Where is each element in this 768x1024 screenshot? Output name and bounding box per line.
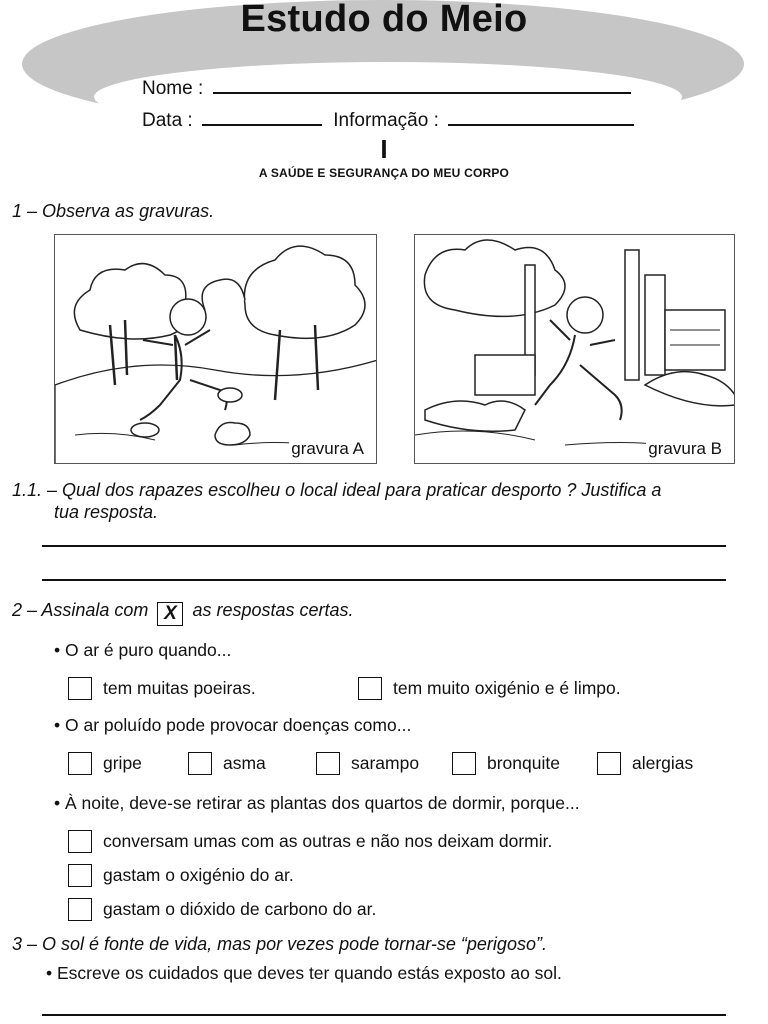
answer-line[interactable] (42, 1014, 726, 1016)
option-bronquite[interactable] (452, 752, 560, 775)
checkbox[interactable] (68, 677, 92, 700)
option-label: bronquite (487, 753, 560, 773)
x-mark-box: X (157, 602, 183, 626)
section-subtitle: A SAÚDE E SEGURANÇA DO MEU CORPO (258, 166, 510, 180)
option-dusty[interactable] (68, 677, 256, 700)
checkbox[interactable] (358, 677, 382, 700)
name-row (142, 74, 631, 100)
info-label: Informação : (333, 110, 439, 131)
checkbox[interactable] (597, 752, 621, 775)
question-1-1-prompt-continued: tua resposta. (54, 502, 159, 522)
question-2-prompt-start: 2 – Assinala com (12, 600, 149, 620)
name-field[interactable] (213, 74, 631, 94)
option-label: conversam umas com as outras e não nos deixam dormir. (103, 831, 553, 851)
bullet-sun-care: • Escreve os cuidados que deves ter quando estás exposto ao sol. (46, 963, 562, 983)
info-field[interactable] (448, 106, 634, 126)
checkbox[interactable] (188, 752, 212, 775)
name-label: Nome : (142, 78, 204, 99)
option-label: gastam o oxigénio do ar. (103, 865, 294, 885)
section-number: I (380, 134, 388, 164)
checkbox[interactable] (68, 898, 92, 921)
option-label: alergias (632, 753, 694, 773)
picture-b-label: gravura B (648, 439, 722, 458)
question-3-prompt: 3 – O sol é fonte de vida, mas por vezes pode tornar-se “perigoso”. (12, 934, 547, 954)
question-1-prompt: 1 – Observa as gravuras. (12, 201, 215, 221)
question-1-1-prompt: 1.1. – Qual dos rapazes escolheu o local ideal para praticar desporto ? Justifica a (12, 480, 662, 500)
checkbox[interactable] (68, 864, 92, 887)
answer-line[interactable] (42, 579, 726, 581)
option-label: gastam o dióxido de carbono do ar. (103, 899, 377, 919)
bullet-pure-air: • O ar é puro quando... (54, 640, 232, 660)
option-label: tem muito oxigénio e é limpo. (393, 678, 621, 698)
date-label: Data : (142, 110, 193, 131)
date-info-row (142, 106, 634, 132)
checkbox[interactable] (452, 752, 476, 775)
option-oxygen[interactable] (68, 864, 294, 887)
option-sarampo[interactable] (316, 752, 419, 775)
checkbox[interactable] (68, 752, 92, 775)
question-2-prompt-end: as respostas certas. (192, 600, 354, 620)
option-asma[interactable] (188, 752, 266, 775)
picture-a (54, 234, 377, 464)
question-2-prompt (12, 600, 354, 626)
option-talk[interactable] (68, 830, 552, 853)
option-label: gripe (103, 753, 142, 773)
option-label: asma (223, 753, 266, 773)
date-field[interactable] (202, 106, 322, 126)
checkbox[interactable] (68, 830, 92, 853)
option-gripe[interactable] (68, 752, 142, 775)
park-running-illustration (55, 235, 377, 464)
picture-b (414, 234, 735, 464)
picture-a-label: gravura A (291, 439, 364, 458)
checkbox[interactable] (316, 752, 340, 775)
option-label: sarampo (351, 753, 420, 773)
bullet-polluted-air: • O ar poluído pode provocar doenças como... (54, 715, 412, 735)
option-carbon-dioxide[interactable] (68, 898, 376, 921)
option-alergias[interactable] (597, 752, 693, 775)
polluted-city-illustration (415, 235, 735, 464)
option-oxygen-clean[interactable] (358, 677, 621, 700)
option-label: tem muitas poeiras. (103, 678, 256, 698)
answer-line[interactable] (42, 545, 726, 547)
page-title: Estudo do Meio (240, 0, 528, 40)
bullet-plants-night: • À noite, deve-se retirar as plantas dos quartos de dormir, porque... (54, 793, 580, 813)
